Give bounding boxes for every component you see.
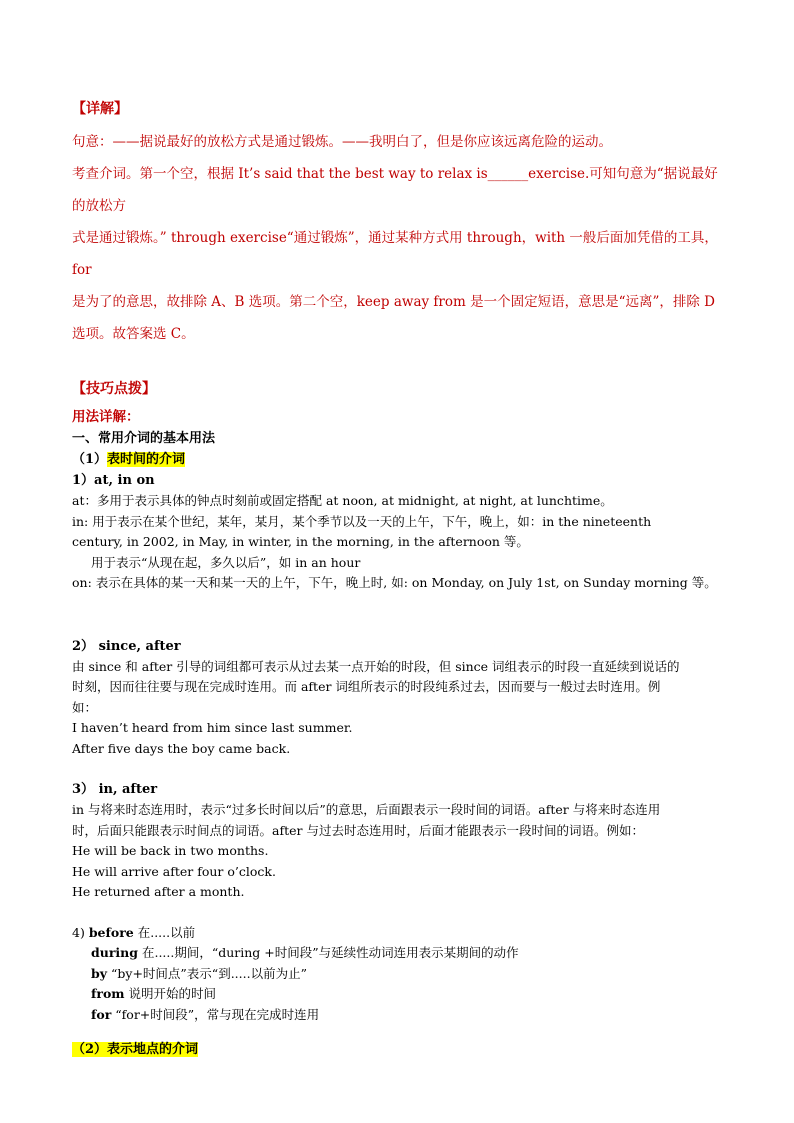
explanation-title: 【详解】 bbox=[72, 101, 128, 117]
during-entry bbox=[72, 943, 724, 964]
explanation-paragraph-line: 选项。故答案选 C。 bbox=[72, 326, 195, 342]
since-paragraph-line: 如： bbox=[72, 699, 98, 715]
in-usage-line: in: 用于表示在某个世纪，某年，某月，某个季节以及一天的上午，下午，晚上，如：in the nineteenth bbox=[72, 513, 652, 529]
tips-title: 【技巧点拨】 bbox=[72, 381, 156, 397]
entry-description: “for+时间段”，常与现在完成时连用 bbox=[111, 1006, 320, 1022]
entry-word: for bbox=[91, 1006, 112, 1022]
at-usage: at：多用于表示具体的钟点时刻前或固定搭配 at noon, at midnight, at night, at lunchtime。 bbox=[72, 493, 613, 508]
on-usage: on: 表示在具体的某一天和某一天的上午，下午，晚上时, 如: on Monday, on July 1st, on Sunday morning 等。 bbox=[72, 575, 717, 590]
by-entry bbox=[72, 964, 724, 985]
example-sentence: He will be back in two months. bbox=[72, 843, 269, 858]
explanation-paragraph-line: 是为了的意思，故排除 A、B 选项。第二个空，keep away from 是一个固定短语，意思是“远离”，排除 D bbox=[72, 294, 716, 310]
entry-description: 说明开始的时间 bbox=[124, 986, 217, 1001]
explanation-paragraph-line: 式是通过锻炼。” through exercise“通过锻炼”，通过某种方式用 through，with 一般后面加凭借的工具，for bbox=[72, 230, 718, 278]
entry-description: “by+时间点”表示“到.....以前为止” bbox=[107, 965, 307, 981]
since-paragraph-line: 时刻，因而往往要与现在完成时连用。而 after 词组所表示的时段纯系过去，因而要与一般过去时连用。例 bbox=[72, 679, 661, 694]
from-entry bbox=[72, 984, 724, 1005]
heading-since-after: 2） since, after bbox=[72, 638, 181, 654]
heading-in-after: 3） in, after bbox=[72, 782, 158, 797]
for-entry bbox=[72, 1005, 724, 1026]
explanation-section bbox=[72, 98, 724, 350]
entry-number: 4) bbox=[72, 924, 89, 940]
entry-word: by bbox=[91, 965, 108, 981]
explanation-meaning: 句意：——据说最好的放松方式是通过锻炼。——我明白了，但是你应该远离危险的运动。 bbox=[72, 134, 612, 150]
subsection-heading-place bbox=[72, 1039, 724, 1060]
section-heading: 一、常用介词的基本用法 bbox=[72, 431, 216, 446]
in-usage-line: century, in 2002, in May, in winter, in the morning, in the afternoon 等。 bbox=[72, 534, 529, 549]
before-entry bbox=[72, 923, 724, 944]
entry-word: during bbox=[91, 945, 138, 960]
heading-at-in-on: 1）at, in on bbox=[72, 473, 155, 488]
usage-heading: 用法详解： bbox=[72, 409, 140, 425]
example-sentence: He returned after a month. bbox=[72, 884, 245, 899]
in-usage-line: 用于表示“从现在起，多久以后”，如 in an hour bbox=[91, 554, 361, 570]
in-after-paragraph-line: in 与将来时态连用时，表示“过多长时间以后”的意思，后面跟表示一段时间的词语。after 与将来时态连用 bbox=[72, 802, 661, 817]
entry-word: before bbox=[88, 924, 134, 940]
subsection-title-highlight: 表时间的介词 bbox=[107, 452, 186, 467]
entry-description: 在.....期间，“during +时间段”与延续性动词连用表示某期间的动作 bbox=[138, 945, 519, 960]
example-sentence: I haven’t heard from him since last summer. bbox=[72, 720, 353, 735]
subsection-heading bbox=[72, 449, 724, 470]
in-after-paragraph-line: 时，后面只能跟表示时间点的词语。after 与过去时态连用时，后面才能跟表示一段时间的词语。例如： bbox=[72, 822, 644, 838]
example-sentence: He will arrive after four o’clock. bbox=[72, 863, 276, 879]
entry-word: from bbox=[91, 986, 125, 1001]
example-sentence: After five days the boy came back. bbox=[72, 740, 291, 756]
subsection-number: （1） bbox=[72, 452, 108, 467]
entry-description: 在.....以前 bbox=[133, 924, 196, 940]
since-paragraph-line: 由 since 和 after 引导的词组都可表示从过去某一点开始的时段，但 since 词组表示的时段一直延续到说话的 bbox=[72, 658, 680, 674]
explanation-paragraph-line: 考查介词。第一个空，根据 It’s said that the best way to relax is______exercise.可知句意为“据说最好的放松方 bbox=[72, 166, 718, 214]
page-content bbox=[72, 98, 724, 1060]
subsection-title-highlight: （2）表示地点的介词 bbox=[72, 1042, 199, 1057]
